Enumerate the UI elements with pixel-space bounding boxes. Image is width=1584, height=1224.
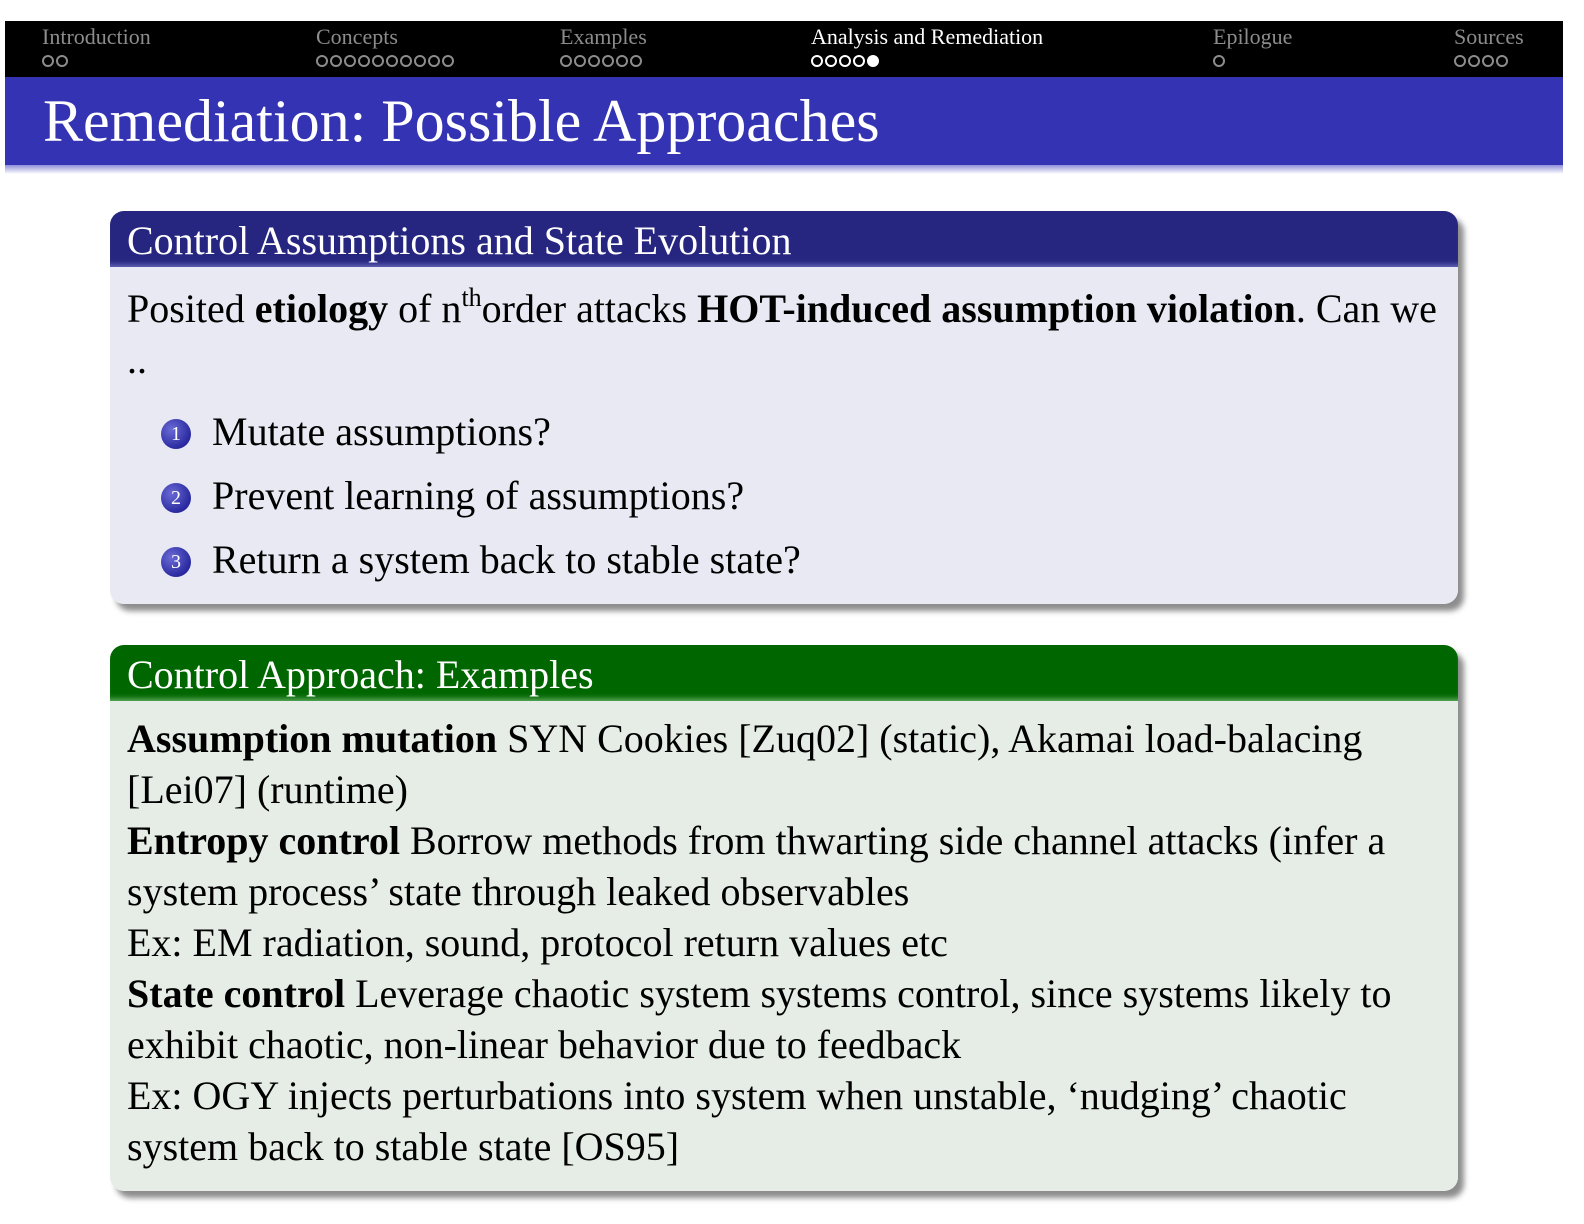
nav-dots xyxy=(316,55,454,67)
navigation-bar xyxy=(5,21,1563,77)
nav-section-label: Sources xyxy=(1454,24,1524,49)
text-run: Posited xyxy=(127,286,255,331)
nav-dots xyxy=(811,55,879,67)
nav-slide-dot[interactable] xyxy=(1496,55,1508,67)
nav-slide-dot[interactable] xyxy=(428,55,440,67)
example-paragraph xyxy=(127,917,1441,968)
block-header xyxy=(110,645,1458,701)
text-run: . Can we .. xyxy=(127,286,1437,382)
enumeration-ball-icon: 3 xyxy=(161,547,191,577)
block-control-assumptions xyxy=(110,211,1458,604)
nav-slide-dot[interactable] xyxy=(400,55,412,67)
enumeration-ball-icon: 2 xyxy=(161,483,191,513)
superscript: th xyxy=(461,282,482,312)
text-run: order attacks xyxy=(481,286,698,331)
nav-section-label: Examples xyxy=(560,24,647,49)
nav-slide-dot[interactable] xyxy=(1454,55,1466,67)
frame-title: Remediation: Possible Approaches xyxy=(43,88,880,154)
nav-slide-dot[interactable] xyxy=(867,55,879,67)
nav-section-label: Concepts xyxy=(316,24,398,49)
nav-dots xyxy=(1454,55,1508,67)
nav-section-label: Introduction xyxy=(42,24,151,49)
text-run: Ex: OGY injects perturbations into system when unstable, ‘nudging’ chaotic system back to stable state [OS95] xyxy=(127,1073,1347,1169)
nav-slide-dot[interactable] xyxy=(316,55,328,67)
list-item-text: Mutate assumptions? xyxy=(212,409,551,454)
bold-term: HOT-induced assumption violation xyxy=(697,286,1296,331)
nav-slide-dot[interactable] xyxy=(588,55,600,67)
example-paragraph xyxy=(127,815,1441,917)
block-control-approach-examples xyxy=(110,645,1458,1191)
nav-slide-dot[interactable] xyxy=(386,55,398,67)
nav-slide-dot[interactable] xyxy=(414,55,426,67)
nav-slide-dot[interactable] xyxy=(42,55,54,67)
text-run: Leverage chaotic system systems control, since systems likely to exhibit chaotic, non-linear behavior due to feedback xyxy=(127,971,1392,1067)
list-item-text: Return a system back to stable state? xyxy=(212,537,801,582)
block-body xyxy=(110,701,1458,1191)
nav-dots xyxy=(560,55,642,67)
bold-term: etiology xyxy=(254,286,389,331)
nav-slide-dot[interactable] xyxy=(358,55,370,67)
nav-slide-dot[interactable] xyxy=(330,55,342,67)
enumeration-ball-icon: 1 xyxy=(161,419,191,449)
block-title: Control Approach: Examples xyxy=(127,652,594,697)
nav-slide-dot[interactable] xyxy=(372,55,384,67)
intro-paragraph xyxy=(127,283,1441,385)
nav-slide-dot[interactable] xyxy=(839,55,851,67)
block-title: Control Assumptions and State Evolution xyxy=(127,218,792,263)
nav-section-label: Analysis and Remediation xyxy=(811,24,1044,49)
example-paragraph xyxy=(127,713,1441,815)
nav-dots xyxy=(42,55,68,67)
nav-slide-dot[interactable] xyxy=(56,55,68,67)
nav-slide-dot[interactable] xyxy=(825,55,837,67)
text-run: of n xyxy=(388,286,462,331)
list-item xyxy=(127,533,1441,597)
nav-slide-dot[interactable] xyxy=(602,55,614,67)
nav-dots xyxy=(1213,55,1225,67)
nav-slide-dot[interactable] xyxy=(811,55,823,67)
nav-slide-dot[interactable] xyxy=(442,55,454,67)
nav-slide-dot[interactable] xyxy=(574,55,586,67)
frame-title-bar xyxy=(5,77,1563,165)
nav-slide-dot[interactable] xyxy=(344,55,356,67)
list-item xyxy=(127,469,1441,533)
nav-slide-dot[interactable] xyxy=(630,55,642,67)
bold-term: State control xyxy=(127,971,346,1016)
bold-term: Entropy control xyxy=(127,818,400,863)
nav-section-label: Epilogue xyxy=(1213,24,1293,49)
block-body xyxy=(110,267,1458,604)
text-run: Ex: EM radiation, sound, protocol return values etc xyxy=(127,920,948,965)
nav-slide-dot[interactable] xyxy=(1468,55,1480,67)
text-run: SYN Cookies [Zuq02] (static), Akamai load-balacing [Lei07] (runtime) xyxy=(127,716,1363,812)
bold-term: Assumption mutation xyxy=(127,716,498,761)
nav-slide-dot[interactable] xyxy=(616,55,628,67)
list-item xyxy=(127,405,1441,469)
list-item-text: Prevent learning of assumptions? xyxy=(212,473,745,518)
text-run: Borrow methods from thwarting side channel attacks (infer a system process’ state through leaked observables xyxy=(127,818,1386,914)
nav-slide-dot[interactable] xyxy=(1213,55,1225,67)
nav-slide-dot[interactable] xyxy=(853,55,865,67)
nav-slide-dot[interactable] xyxy=(560,55,572,67)
example-paragraph xyxy=(127,968,1441,1070)
nav-slide-dot[interactable] xyxy=(1482,55,1494,67)
block-header xyxy=(110,211,1458,267)
enumerated-list xyxy=(127,405,1441,597)
example-paragraph xyxy=(127,1070,1441,1172)
